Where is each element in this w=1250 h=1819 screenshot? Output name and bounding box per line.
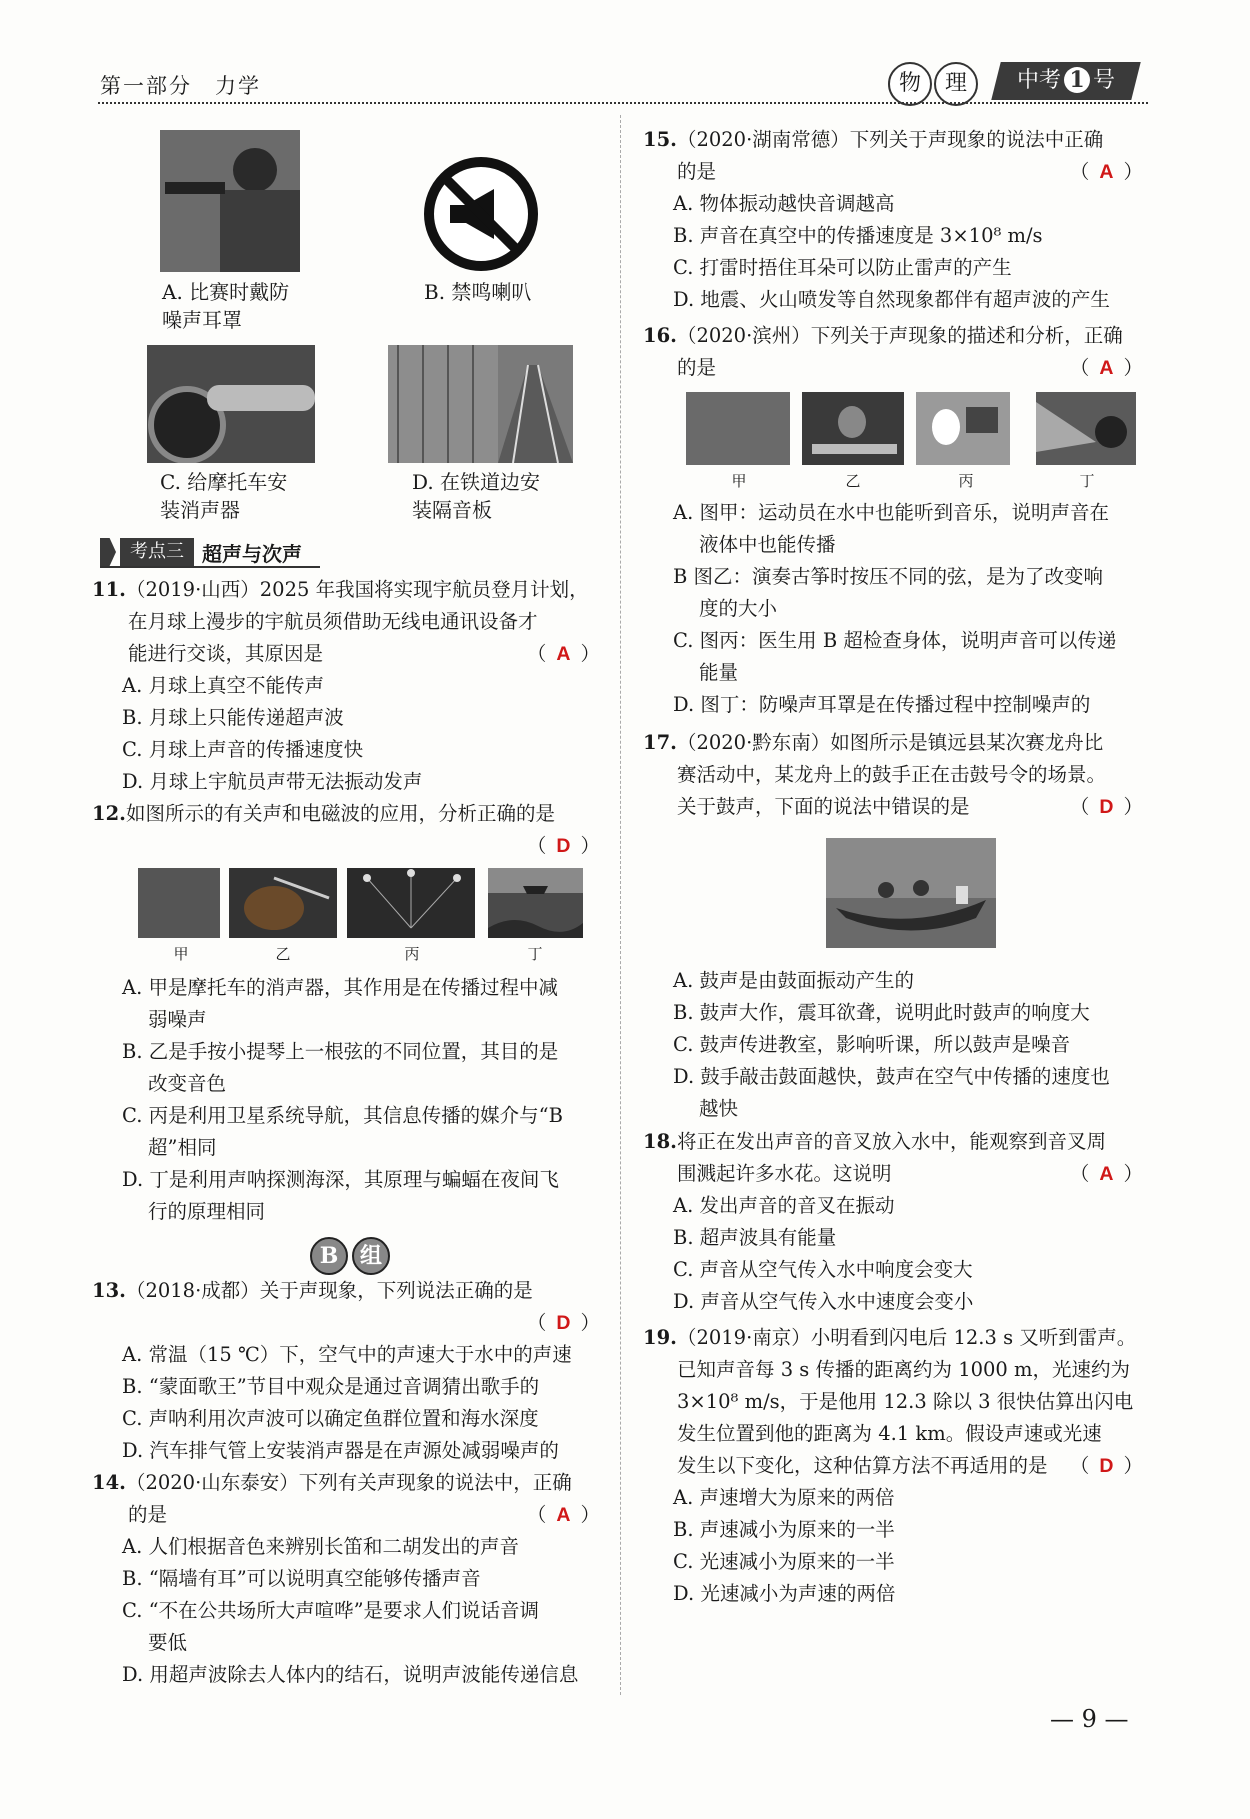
violin-photo: [229, 868, 337, 938]
swimmer-photo: [686, 392, 790, 465]
question-number: 12.: [92, 802, 126, 825]
stem-line: 如图所示的有关声和电磁波的应用，分析正确的是: [125, 802, 555, 825]
answer-letter: D: [556, 835, 571, 857]
picture-label: 乙: [275, 945, 291, 963]
option: A. 月球上真空不能传声: [122, 674, 324, 697]
option: B. 声音在真空中的传播速度是 3×10⁸ m/s: [673, 224, 1043, 247]
answer-bracket: （ A ）: [526, 1503, 600, 1526]
option: 行的原理相同: [148, 1200, 266, 1223]
subject-char: 物: [888, 62, 932, 106]
page-number: — 9 —: [1050, 1705, 1129, 1733]
question-11: [92, 574, 600, 798]
ultrasound-photo: [916, 392, 1010, 465]
option: C. “不在公共场所大声喧哗”是要求人们说话音调: [122, 1599, 540, 1622]
caption-line: D. 在铁道边安 装隔音板: [412, 470, 541, 522]
option: D. 声音从空气传入水中速度会变小: [673, 1290, 974, 1313]
subject-char: 理: [934, 62, 978, 106]
series-post: 号: [1093, 68, 1116, 93]
question-number: 15.: [643, 128, 677, 151]
answer-letter: A: [1099, 1163, 1114, 1185]
earmuff-photo: [160, 130, 300, 272]
answer-bracket: （ A ）: [526, 642, 600, 665]
question-number: 18.: [643, 1130, 677, 1153]
answer-letter: A: [556, 643, 571, 665]
option: A. 物体振动越快音调越高: [673, 192, 895, 215]
answer-bracket: （ A ）: [1069, 356, 1143, 379]
option: 超”相同: [148, 1136, 217, 1159]
stem-line: 已知声音每 3 s 传播的距离约为 1000 m，光速约为: [677, 1358, 1131, 1381]
option: C. 丙是利用卫星系统导航，其信息传播的媒介与“B: [122, 1104, 563, 1127]
option: D. 图丁：防噪声耳罩是在传播过程中控制噪声的: [673, 693, 1091, 716]
caption-line: B. 禁鸣喇叭: [424, 280, 532, 304]
option-caption: [160, 468, 340, 524]
question-12: [92, 798, 600, 862]
option: B. “蒙面歌王”节目中观众是通过音调猜出歌手的: [122, 1375, 540, 1398]
option: A. 图甲：运动员在水中也能听到音乐，说明声音在: [673, 501, 1109, 524]
stem-line: 关于鼓声，下面的说法中错误的是: [677, 795, 970, 818]
answer-letter: D: [1099, 1455, 1114, 1477]
option: B. 乙是手按小提琴上一根弦的不同位置，其目的是: [122, 1040, 559, 1063]
question-12-options: [92, 972, 600, 1228]
question-17-options: [643, 965, 1143, 1125]
railway-barrier-photo: [388, 345, 573, 463]
kaodian-arrow-icon: [100, 538, 116, 566]
dragon-boat-photo: [826, 838, 996, 948]
option-caption: [424, 278, 564, 306]
series-badge: [991, 62, 1140, 100]
answer-bracket: （ A ）: [1069, 1162, 1143, 1185]
stem-line: （2020·湖南常德）下列关于声现象的说法中正确: [676, 128, 1104, 151]
answer-bracket: （ A ）: [1069, 160, 1143, 183]
option: A. 甲是摩托车的消声器，其作用是在传播过程中减: [122, 976, 558, 999]
option: A. 发出声音的音叉在振动: [673, 1194, 895, 1217]
option: C. 月球上声音的传播速度快: [122, 738, 364, 761]
picture-label: 丁: [1079, 472, 1095, 490]
option: A. 鼓声是由鼓面振动产生的: [673, 969, 914, 992]
option: B. 月球上只能传递超声波: [122, 706, 344, 729]
question-16: [643, 320, 1143, 384]
caption-line: A. 比赛时戴防 噪声耳罩: [162, 280, 290, 332]
stem-line: 3×10⁸ m/s，于是他用 12.3 除以 3 很快估算出闪电: [677, 1390, 1134, 1413]
option: D. 月球上宇航员声带无法振动发声: [122, 770, 423, 793]
question-18: [643, 1126, 1143, 1318]
picture-label: 丙: [958, 472, 974, 490]
option-caption: [412, 468, 592, 524]
motorcycle-muffler-photo: [147, 345, 315, 463]
question-number: 11.: [92, 578, 126, 601]
stem-line: （2018·成都）关于声现象，下列说法正确的是: [125, 1279, 533, 1302]
picture-label: 丙: [404, 945, 420, 963]
option: D. 丁是利用声呐探测海深，其原理与蝙蝠在夜间飞: [122, 1168, 559, 1191]
guzheng-photo: [802, 392, 904, 465]
stem-line: 能进行交谈，其原因是: [128, 642, 324, 665]
picture-label: 甲: [173, 945, 189, 963]
stem-line: （2020·山东泰安）下列有关声现象的说法中，正确: [125, 1471, 572, 1494]
option: 要低: [148, 1631, 188, 1654]
stem-line: 在月球上漫步的宇航员须借助无线电通讯设备才: [128, 610, 538, 633]
b-group-letter: B: [310, 1237, 348, 1275]
series-pre: 中考: [1016, 68, 1061, 93]
answer-letter: A: [556, 1504, 571, 1526]
option: 度的大小: [699, 597, 778, 620]
caption-line: C. 给摩托车安 装消声器: [160, 470, 288, 522]
answer-bracket: （ D ）: [526, 834, 600, 857]
option: A. 常温（15 ℃）下，空气中的声速大于水中的声速: [122, 1343, 572, 1366]
option: B. 超声波具有能量: [673, 1226, 837, 1249]
option: B. 声速减小为原来的一半: [673, 1518, 895, 1541]
option: C. 光速减小为原来的一半: [673, 1550, 895, 1573]
kaodian-label: 考点三: [120, 538, 194, 566]
header-rule: [98, 102, 1148, 104]
option: D. 地震、火山喷发等自然现象都伴有超声波的产生: [673, 288, 1110, 311]
question-number: 14.: [92, 1471, 126, 1494]
question-17: [643, 727, 1143, 823]
answer-letter: A: [1099, 161, 1114, 183]
option: 越快: [699, 1097, 739, 1120]
question-number: 13.: [92, 1279, 126, 1302]
option: B. 鼓声大作，震耳欲聋，说明此时鼓声的响度大: [673, 1001, 1090, 1024]
kaodian-heading: [100, 538, 302, 566]
kaodian-title: 超声与次声: [202, 541, 302, 566]
stem-line: （2020·滨州）下列关于声现象的描述和分析，正确: [676, 324, 1123, 347]
answer-bracket: （ D ）: [526, 1311, 600, 1334]
series-num: 1: [1064, 67, 1090, 93]
stem-line: （2019·南京）小明看到闪电后 12.3 s 又听到雷声。: [676, 1326, 1137, 1349]
stem-line: 的是: [128, 1503, 168, 1526]
question-number: 17.: [643, 731, 677, 754]
stem-line: 围溅起许多水花。这说明: [677, 1162, 892, 1185]
picture-label: 丁: [527, 945, 543, 963]
option-caption: [162, 278, 342, 334]
kaodian-underline: [100, 566, 320, 568]
stem-line: （2019·山西）2025 年我国将实现宇航员登月计划，: [125, 578, 589, 601]
muffler-photo: [138, 868, 220, 938]
b-group-heading: [310, 1237, 390, 1275]
answer-letter: D: [556, 1312, 571, 1334]
option: C. 鼓声传进教室，影响听课，所以鼓声是噪音: [673, 1033, 1071, 1056]
picture-label: 甲: [731, 472, 747, 490]
picture-label: 乙: [845, 472, 861, 490]
question-number: 19.: [643, 1326, 677, 1349]
b-group-char: 组: [352, 1237, 390, 1275]
stem-line: 发生位置到他的距离为 4.1 km。假设声速或光速: [677, 1422, 1102, 1445]
stem-line: 发生以下变化，这种估算方法不再适用的是: [677, 1454, 1048, 1477]
option: 改变音色: [148, 1072, 227, 1095]
option: C. 图丙：医生用 B 超检查身体，说明声音可以传递: [673, 629, 1117, 652]
column-divider: [620, 115, 621, 1695]
question-14: [92, 1467, 600, 1691]
question-15: [643, 124, 1143, 316]
section-header: 第一部分 力学: [100, 74, 261, 98]
no-horn-sign-icon: [422, 155, 540, 273]
question-16-options: [643, 497, 1143, 721]
sonar-photo: [488, 868, 583, 938]
option: B 图乙：演奏古筝时按压不同的弦，是为了改变响: [673, 565, 1104, 588]
answer-bracket: （ D ）: [1069, 1454, 1143, 1477]
option: 能量: [699, 661, 739, 684]
option: D. 鼓手敲击鼓面越快，鼓声在空气中传播的速度也: [673, 1065, 1110, 1088]
option: A. 声速增大为原来的两倍: [673, 1486, 895, 1509]
option: 液体中也能传播: [699, 533, 836, 556]
option: 弱噪声: [148, 1008, 207, 1031]
stem-line: 的是: [677, 356, 717, 379]
option: B. “隔墙有耳”可以说明真空能够传播声音: [122, 1567, 481, 1590]
option: C. 打雷时捂住耳朵可以防止雷声的产生: [673, 256, 1012, 279]
option: A. 人们根据音色来辨别长笛和二胡发出的声音: [122, 1535, 519, 1558]
option: C. 声呐利用次声波可以确定鱼群位置和海水深度: [122, 1407, 539, 1430]
option: D. 汽车排气管上安装消声器是在声源处减弱噪声的: [122, 1439, 559, 1462]
answer-letter: A: [1099, 357, 1114, 379]
satellite-navigation-photo: [347, 868, 475, 938]
stem-line: 将正在发出声音的音叉放入水中，能观察到音叉周: [676, 1130, 1106, 1153]
option: D. 光速减小为声速的两倍: [673, 1582, 896, 1605]
option: C. 声音从空气传入水中响度会变大: [673, 1258, 973, 1281]
question-19: [643, 1322, 1143, 1610]
question-number: 16.: [643, 324, 677, 347]
stem-line: 赛活动中，某龙舟上的鼓手正在击鼓号令的场景。: [677, 763, 1107, 786]
stem-line: 的是: [677, 160, 717, 183]
question-13: [92, 1275, 600, 1467]
option: D. 用超声波除去人体内的结石，说明声波能传递信息: [122, 1663, 579, 1686]
stem-line: （2020·黔东南）如图所示是镇远县某次赛龙舟比: [676, 731, 1104, 754]
answer-bracket: （ D ）: [1069, 795, 1143, 818]
earmuff-worker-photo: [1036, 392, 1136, 465]
answer-letter: D: [1099, 796, 1114, 818]
